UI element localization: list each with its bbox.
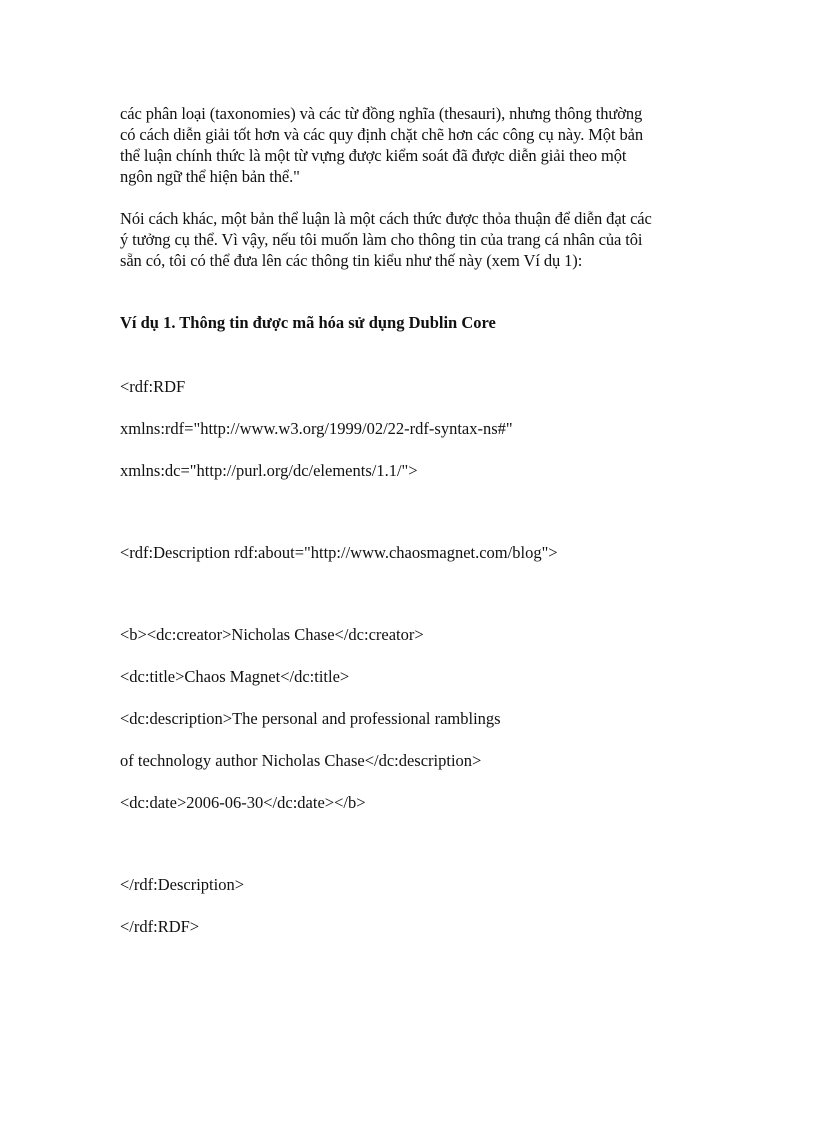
- paragraph-1-line-1: các phân loại (taxonomies) và các từ đồng nghĩa (thesauri), nhưng thông thường: [120, 104, 643, 123]
- code-xmlns-dc: xmlns:dc="http://purl.org/dc/elements/1.1/">: [120, 461, 418, 480]
- code-date: <dc:date>2006-06-30</dc:date></b>: [120, 793, 366, 812]
- code-rdf-close: </rdf:RDF>: [120, 917, 200, 936]
- code-description-open: <rdf:Description rdf:about="http://www.chaosmagnet.com/blog">: [120, 543, 558, 562]
- code-rdf-open: <rdf:RDF: [120, 377, 186, 396]
- code-description-line-2: of technology author Nicholas Chase</dc:description>: [120, 751, 482, 770]
- code-description-line-1: <dc:description>The personal and professional ramblings: [120, 709, 501, 728]
- code-description-close: </rdf:Description>: [120, 875, 244, 894]
- paragraph-1-line-2: có cách diễn giải tốt hơn và các quy định chặt chẽ hơn các công cụ này. Một bản: [120, 125, 643, 144]
- code-xmlns-rdf: xmlns:rdf="http://www.w3.org/1999/02/22-rdf-syntax-ns#": [120, 419, 513, 438]
- paragraph-2-line-3: sẵn có, tôi có thể đưa lên các thông tin kiểu như thế này (xem Ví dụ 1):: [120, 251, 583, 270]
- paragraph-1-line-4: ngôn ngữ thể hiện bản thể.": [120, 167, 300, 186]
- code-title: <dc:title>Chaos Magnet</dc:title>: [120, 667, 350, 686]
- example-heading: Ví dụ 1. Thông tin được mã hóa sử dụng Dublin Core: [120, 313, 496, 332]
- paragraph-1: [120, 103, 700, 187]
- paragraph-1-line-3: thể luận chính thức là một từ vựng được kiểm soát đã được diễn giải theo một: [120, 146, 627, 165]
- code-creator: <b><dc:creator>Nicholas Chase</dc:creator>: [120, 625, 424, 644]
- paragraph-2: [120, 208, 700, 271]
- paragraph-2-line-2: ý tưởng cụ thể. Vì vậy, nếu tôi muốn làm cho thông tin của trang cá nhân của tôi: [120, 230, 643, 249]
- paragraph-2-line-1: Nói cách khác, một bản thể luận là một cách thức được thỏa thuận để diễn đạt các: [120, 209, 652, 228]
